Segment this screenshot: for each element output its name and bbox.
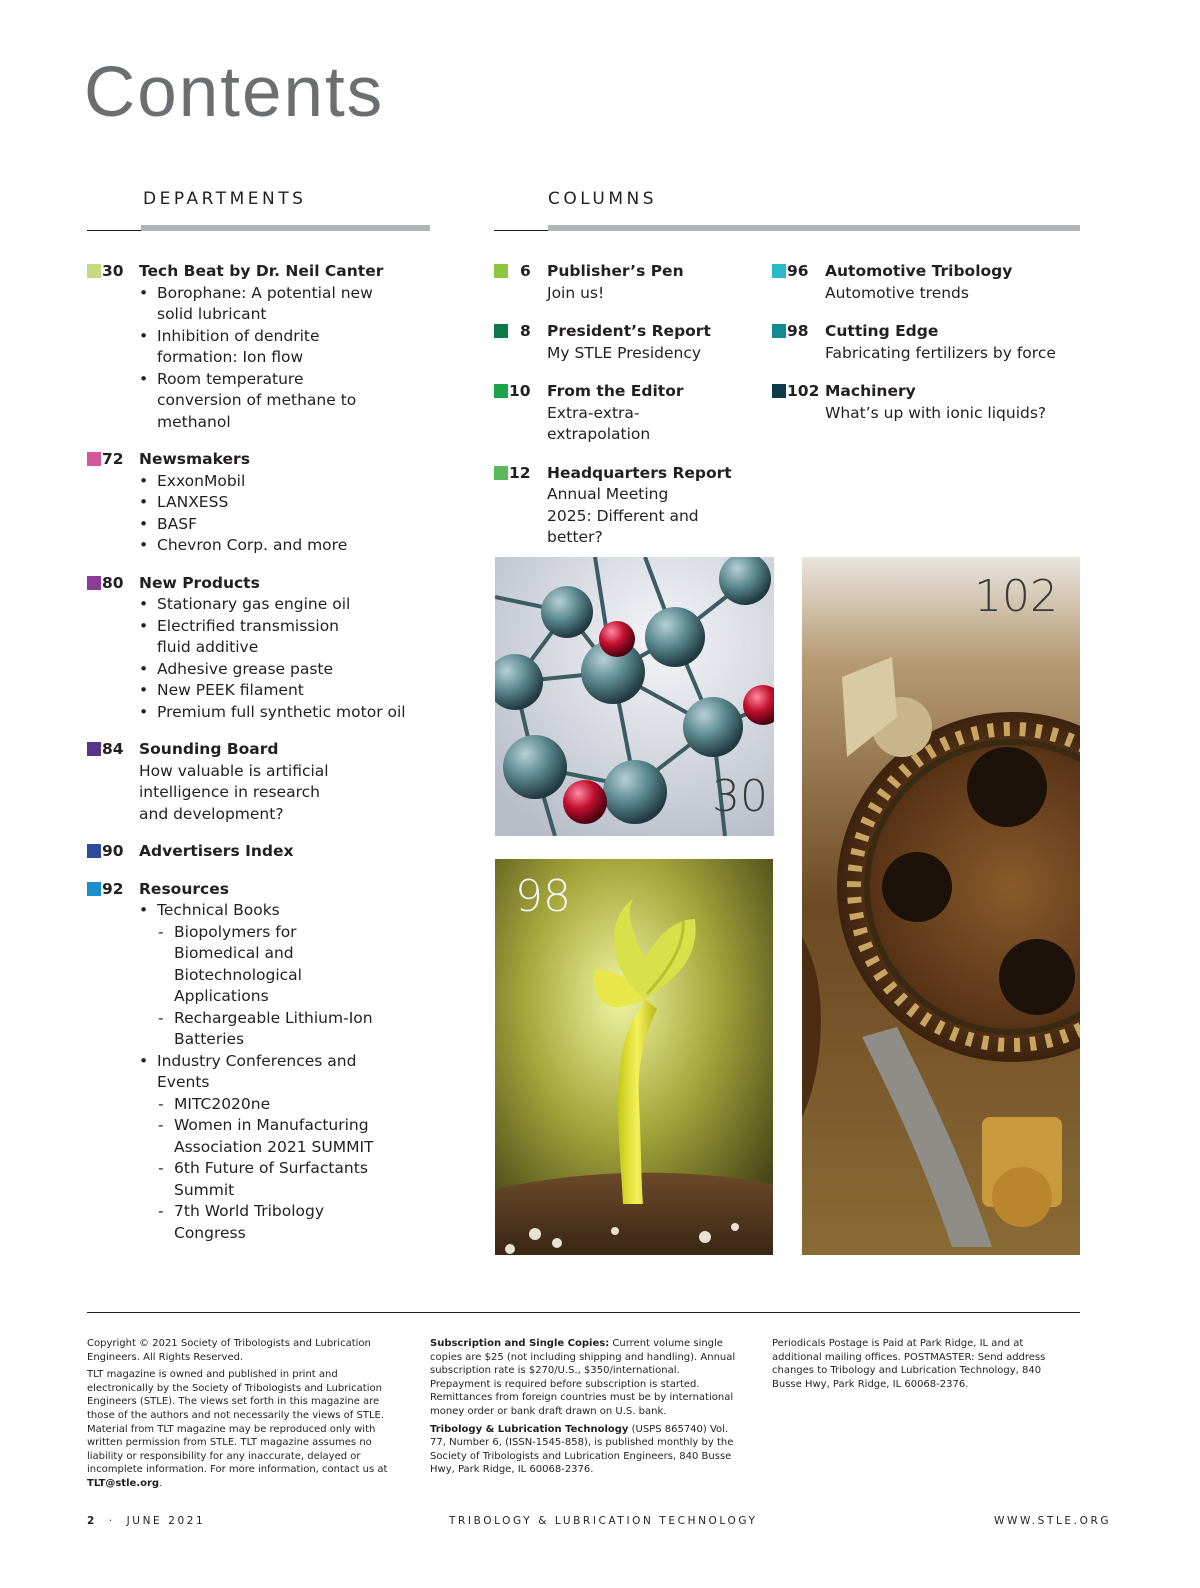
- bullet-text: Borophane: A potential new solid lubricant: [157, 283, 373, 323]
- entry-description: Fabricating fertilizers by force: [825, 343, 1056, 362]
- bullet-item: [139, 1051, 407, 1245]
- page-number: 6: [520, 262, 531, 280]
- entry-description: What’s up with ionic liquids?: [825, 403, 1047, 422]
- page-number: 92: [102, 879, 124, 898]
- bullet-item: [139, 535, 407, 557]
- bullet-list: [139, 594, 417, 723]
- page-number: 80: [102, 573, 124, 592]
- entry-title[interactable]: New Products: [139, 573, 260, 592]
- copyright-text: Copyright © 2021 Society of Tribologists and Lubrication Engineers. All Rights Reserved.: [87, 1338, 371, 1363]
- departments-heading: DEPARTMENTS: [143, 189, 307, 209]
- publication-body: (USPS 865740) Vol. 77, Number 6, (ISSN-1545-858), is published monthly by the Society of Tribologists and Lubrication Engineers, 840 Busse Hwy, Park Ridge, IL 60068-2376.: [430, 1423, 734, 1476]
- bullet-item: [139, 680, 407, 702]
- column-entry[interactable]: [772, 261, 1092, 304]
- entry-title[interactable]: Headquarters Report: [547, 463, 732, 482]
- sub-bullet-item: - MITC2020ne: [157, 1094, 374, 1116]
- molecule-photo: [495, 557, 774, 836]
- bullet-text: Stationary gas engine oil: [157, 595, 351, 613]
- color-swatch: [494, 384, 508, 398]
- bullet-item: [139, 594, 407, 616]
- bullet-item: [139, 492, 407, 514]
- folio-left: 2 · JUNE 2021: [87, 1515, 206, 1527]
- entry-title[interactable]: Newsmakers: [139, 450, 250, 468]
- color-swatch: [87, 576, 101, 590]
- color-swatch: [494, 264, 508, 278]
- bullet-text: ExxonMobil: [157, 471, 246, 490]
- bullet-item: [139, 514, 407, 536]
- subscription-label: Subscription and Single Copies:: [430, 1338, 610, 1349]
- entry-description: How valuable is artificial intelligence in research and development?: [139, 761, 329, 823]
- entry-description: Annual Meeting 2025: Different and better?: [547, 485, 699, 546]
- folio-page-number: 2: [87, 1515, 97, 1527]
- contact-email[interactable]: TLT@stle.org: [87, 1477, 160, 1489]
- footer-subscription: [430, 1337, 740, 1481]
- page-number: 8: [520, 322, 531, 340]
- color-swatch: [87, 742, 101, 756]
- bullet-text: Technical Books: [157, 901, 280, 919]
- page-number: 102: [787, 382, 820, 400]
- columns-list-left: [494, 261, 754, 549]
- bullet-text: LANXESS: [157, 493, 229, 511]
- subscription-text: [430, 1337, 740, 1419]
- publication-label: Tribology & Lubrication Technology: [430, 1423, 629, 1435]
- entry-description: Automotive trends: [825, 283, 969, 302]
- entry-title[interactable]: Sounding Board: [139, 740, 279, 758]
- color-swatch: [87, 844, 101, 858]
- entry-title[interactable]: President’s Report: [547, 322, 711, 340]
- color-swatch: [87, 264, 101, 278]
- footer-copyright: [87, 1337, 399, 1495]
- entry-title[interactable]: Advertisers Index: [139, 842, 294, 860]
- entry-title[interactable]: Automotive Tribology: [825, 262, 1013, 280]
- molecule-page-number: 30: [712, 771, 768, 822]
- sub-bullet-list: [157, 922, 407, 1051]
- page-title: Contents: [84, 53, 385, 132]
- bullet-list: [139, 900, 417, 1244]
- entry-description: My STLE Presidency: [547, 343, 702, 362]
- department-entry[interactable]: [87, 879, 417, 1245]
- bullet-text: Chevron Corp. and more: [157, 536, 348, 554]
- bullet-text: BASF: [157, 514, 197, 533]
- entry-title[interactable]: Tech Beat by Dr. Neil Canter: [139, 262, 384, 280]
- folio-magazine: TRIBOLOGY & LUBRICATION TECHNOLOGY: [449, 1515, 758, 1527]
- sub-bullet-item: - 6th Future of Surfactants Summit: [157, 1158, 374, 1201]
- sub-bullet-list: [157, 1094, 407, 1245]
- department-entry[interactable]: [87, 841, 417, 863]
- bullet-item: [139, 471, 407, 493]
- bullet-text: Premium full synthetic motor oil: [157, 702, 406, 721]
- bullet-item: [139, 326, 387, 369]
- column-entry[interactable]: [494, 261, 754, 304]
- sprout-page-number: 98: [515, 871, 571, 922]
- column-entry[interactable]: [494, 381, 754, 446]
- footer-rule: [87, 1312, 1080, 1313]
- page-number: 30: [102, 262, 124, 280]
- sub-bullet-item: - Rechargeable Lithium-Ion Batteries: [157, 1008, 374, 1051]
- bullet-list: [139, 283, 417, 434]
- bullet-item: [139, 283, 387, 326]
- department-entry[interactable]: [87, 739, 417, 825]
- columns-rule-accent: [548, 225, 1080, 231]
- publication-text: [430, 1423, 740, 1477]
- entry-title[interactable]: Publisher’s Pen: [547, 262, 684, 280]
- folio-date: JUNE 2021: [126, 1515, 206, 1527]
- page-number: 12: [509, 463, 531, 482]
- color-swatch: [772, 264, 786, 278]
- footer-postage: [772, 1337, 1072, 1395]
- bullet-item: [139, 702, 407, 724]
- bullet-list: [139, 471, 417, 557]
- bullet-item: [139, 369, 387, 434]
- entry-description: Extra-extra-extrapolation: [547, 403, 651, 443]
- entry-description: Join us!: [547, 283, 605, 302]
- sub-bullet-item: - Biopolymers for Biomedical and Biotechnological Applications: [157, 922, 374, 1008]
- bullet-text: Inhibition of dendrite formation: Ion flow: [157, 326, 320, 366]
- postage-text: Periodicals Postage is Paid at Park Ridge, IL and at additional mailing offices. POSTMASTER: Send address changes to Tribology and Lubrication Technology, 840 Busse Hwy, Park Ridge, IL 60068-2376.: [772, 1338, 1046, 1390]
- ownership-text: TLT magazine is owned and published in print and electronically by the Society of Tribologists and Lubrication Engineers (STLE). The views set forth in this magazine are those of the authors and not necessarily the views of STLE. Material from TLT magazine may be reproduced only with written permission from STLE. TLT magazine assumes no liability or responsibility for any inaccurate, delayed or incomplete information. For more information, contact us at TLT@stle.org.: [87, 1369, 388, 1489]
- gears-photo: [802, 557, 1080, 1255]
- department-entry[interactable]: [87, 573, 417, 724]
- department-entry[interactable]: [87, 449, 417, 557]
- ownership-body: TLT magazine is owned and published in print and electronically by the Society of Tribologists and Lubrication Engineers (STLE). The views set forth in this magazine are those of the authors and not necessarily the views of STLE. Material from TLT magazine may be reproduced only with written permission from STLE. TLT magazine assumes no liability or responsibility for any inaccurate, delayed or incomplete information. For more information, contact us at: [87, 1369, 388, 1476]
- folio-website[interactable]: WWW.STLE.ORG: [994, 1515, 1112, 1527]
- page-number: 72: [102, 450, 124, 468]
- bullet-item: [139, 616, 342, 659]
- bullet-item: [139, 900, 407, 1051]
- sub-bullet-item: - Women in Manufacturing Association 2021 SUMMIT: [157, 1115, 374, 1158]
- entry-title[interactable]: From the Editor: [547, 382, 684, 400]
- column-entry[interactable]: [494, 463, 754, 549]
- column-entry[interactable]: [494, 321, 754, 364]
- page-number: 98: [787, 322, 809, 340]
- departments-list: [87, 261, 417, 1244]
- page-number: 10: [509, 382, 531, 400]
- column-entry[interactable]: [772, 321, 1092, 364]
- page-number: 84: [102, 740, 124, 758]
- entry-title[interactable]: Resources: [139, 879, 229, 898]
- sub-bullet-item: - 7th World Tribology Congress: [157, 1201, 374, 1244]
- bullet-text: Adhesive grease paste: [157, 659, 334, 678]
- page-number: 96: [787, 262, 809, 280]
- bullet-text: Room temperature conversion of methane to methanol: [157, 369, 357, 431]
- bullet-text: Industry Conferences and Events: [157, 1051, 357, 1091]
- gears-page-number: 102: [974, 571, 1058, 622]
- entry-title[interactable]: Cutting Edge: [825, 322, 939, 340]
- color-swatch: [87, 452, 101, 466]
- page-number: 90: [102, 842, 124, 860]
- sprout-photo: [495, 859, 773, 1255]
- color-swatch: [494, 324, 508, 338]
- bullet-item: [139, 659, 407, 681]
- bullet-text: Electrified transmission fluid additive: [157, 616, 339, 656]
- departments-rule-accent: [141, 225, 430, 231]
- gears-illustration: [802, 557, 1080, 1255]
- color-swatch: [494, 466, 508, 480]
- color-swatch: [772, 384, 786, 398]
- column-entry[interactable]: [772, 381, 1092, 424]
- columns-heading: COLUMNS: [548, 189, 657, 209]
- subscription-body: Current volume single copies are $25 (not including shipping and handling). Annual subscription rate is $270/U.S., $350/international. Prepayment is required before subscription is started. Remittances from foreign countries must be by international money order or bank draft drawn on U.S. bank.: [430, 1338, 736, 1417]
- color-swatch: [772, 324, 786, 338]
- color-swatch: [87, 882, 101, 896]
- department-entry[interactable]: [87, 261, 417, 433]
- entry-title[interactable]: Machinery: [825, 382, 916, 400]
- bullet-text: New PEEK filament: [157, 681, 304, 699]
- columns-list-right: [772, 261, 1092, 424]
